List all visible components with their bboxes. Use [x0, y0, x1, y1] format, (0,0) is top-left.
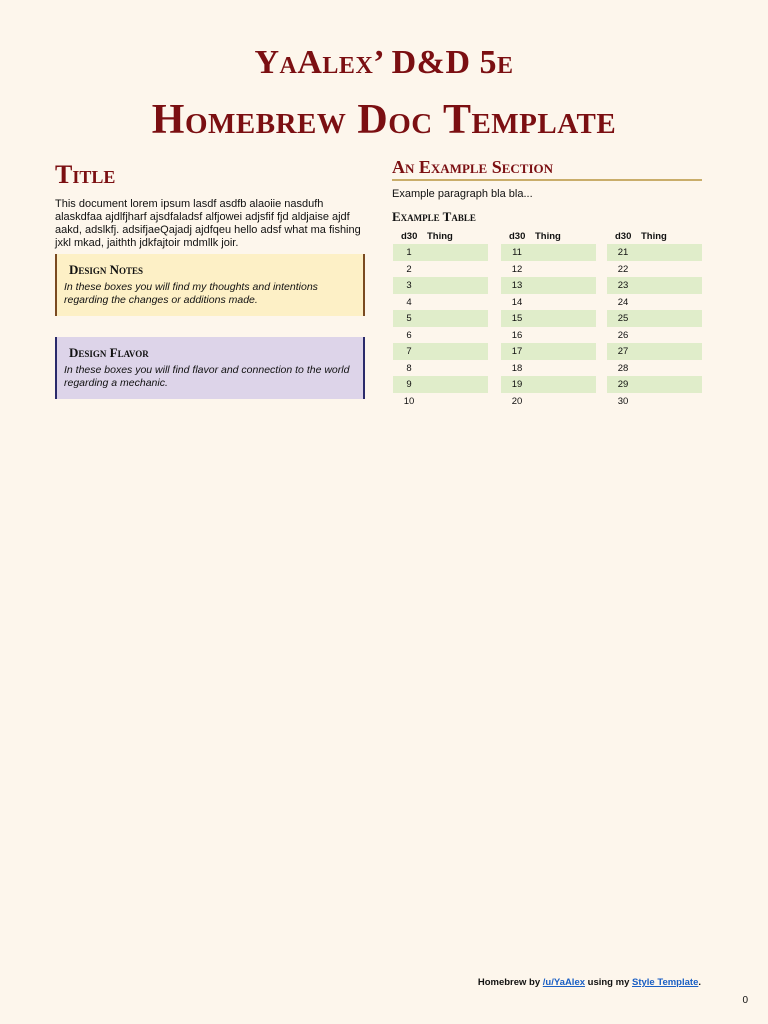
table-row [501, 261, 596, 278]
roll-value: 22 [617, 263, 629, 275]
header-thing: Thing [641, 231, 667, 242]
roll-value: 12 [511, 263, 523, 275]
roll-value: 13 [511, 280, 523, 291]
example-paragraph: Example paragraph bla bla... [392, 188, 533, 200]
roll-value: 9 [406, 379, 412, 390]
roll-value: 5 [406, 313, 412, 324]
roll-value: 29 [617, 379, 629, 390]
roll-value: 7 [406, 346, 412, 357]
table-row [501, 327, 596, 344]
table-row [501, 360, 596, 377]
design-notes-text: In these boxes you will find my thoughts and intentions regarding the changes or additions made. [64, 281, 318, 306]
table-header [501, 230, 596, 244]
roll-value: 11 [512, 247, 522, 258]
roll-value: 26 [617, 329, 629, 341]
table-block-2 [501, 230, 596, 409]
roll-value: 10 [403, 395, 415, 407]
header-d30: d30 [615, 231, 632, 242]
table-row [607, 294, 702, 311]
footer-credit [478, 977, 701, 988]
document-title-line-1: YaAlex’ D&D 5e [254, 44, 514, 81]
table-row [393, 393, 488, 410]
intro-paragraph: This document lorem ipsum lasdf asdfb alaoiie nasdufh alaskdfaa ajdlfjharf ajsdfaladsf alfjowei adjsfif fjd aldjaise ajdf aakd, adslkfj. adsifjaeQajadj ajdfqeu hello adsf what ma fishing jxkl mkad, jaithth jdkfajtoir mdmllk joir. [55, 198, 361, 249]
roll-value: 20 [511, 395, 523, 407]
table-row [501, 343, 596, 360]
table-row [393, 343, 488, 360]
table-row [607, 310, 702, 327]
table-header [393, 230, 488, 244]
design-notes-box [55, 254, 365, 316]
table-row [501, 244, 596, 261]
example-table [393, 230, 703, 410]
footer-middle: using my [585, 977, 632, 988]
table-row [501, 393, 596, 410]
design-notes-title: Design Notes [69, 262, 144, 277]
table-row [607, 376, 702, 393]
roll-value: 6 [406, 329, 412, 341]
roll-value: 18 [511, 362, 523, 374]
roll-value: 2 [406, 263, 412, 275]
left-column [55, 160, 367, 250]
roll-value: 17 [511, 346, 523, 357]
roll-value: 8 [406, 362, 412, 374]
user-profile-link[interactable]: /u/YaAlex [542, 977, 586, 988]
header-thing: Thing [535, 231, 561, 242]
example-section-title: An Example Section [392, 156, 702, 181]
table-row [393, 327, 488, 344]
table-row [501, 277, 596, 294]
roll-value: 23 [617, 280, 629, 291]
design-flavor-box [55, 337, 365, 399]
roll-value: 14 [511, 296, 523, 308]
roll-value: 1 [406, 247, 412, 258]
header-d30: d30 [401, 231, 418, 242]
table-row [393, 294, 488, 311]
table-row [393, 244, 488, 261]
table-row [393, 261, 488, 278]
roll-value: 25 [617, 313, 629, 324]
design-flavor-text: In these boxes you will find flavor and connection to the world regarding a mechanic. [64, 364, 350, 389]
table-row [607, 327, 702, 344]
table-row [607, 244, 702, 261]
roll-value: 24 [617, 296, 629, 308]
table-row [393, 376, 488, 393]
footer-prefix: Homebrew by [477, 977, 543, 988]
table-block-3 [607, 230, 702, 409]
roll-value: 30 [617, 395, 629, 407]
table-row [501, 310, 596, 327]
table-block-1 [393, 230, 488, 409]
roll-value: 4 [406, 296, 412, 308]
table-row [607, 393, 702, 410]
roll-value: 28 [617, 362, 629, 374]
roll-value: 21 [617, 247, 629, 258]
table-header [607, 230, 702, 244]
table-row [607, 277, 702, 294]
document-title-line-2: Homebrew Doc Template [151, 97, 617, 143]
table-row [607, 343, 702, 360]
footer-suffix: . [698, 977, 701, 988]
style-template-link[interactable]: Style Template [632, 977, 699, 988]
table-row [393, 310, 488, 327]
header-d30: d30 [509, 231, 526, 242]
roll-value: 27 [617, 346, 629, 357]
roll-value: 16 [511, 329, 523, 341]
table-row [607, 360, 702, 377]
roll-value: 15 [511, 313, 523, 324]
table-row [393, 277, 488, 294]
roll-value: 19 [511, 379, 523, 390]
example-table-title: Example Table [392, 209, 476, 224]
table-row [607, 261, 702, 278]
table-row [393, 360, 488, 377]
right-column [392, 156, 702, 225]
section-title: Title [55, 160, 116, 189]
header-thing: Thing [427, 231, 453, 242]
table-row [501, 376, 596, 393]
design-flavor-title: Design Flavor [69, 345, 149, 360]
page-number: 0 [742, 995, 748, 1006]
table-row [501, 294, 596, 311]
roll-value: 3 [406, 280, 412, 291]
